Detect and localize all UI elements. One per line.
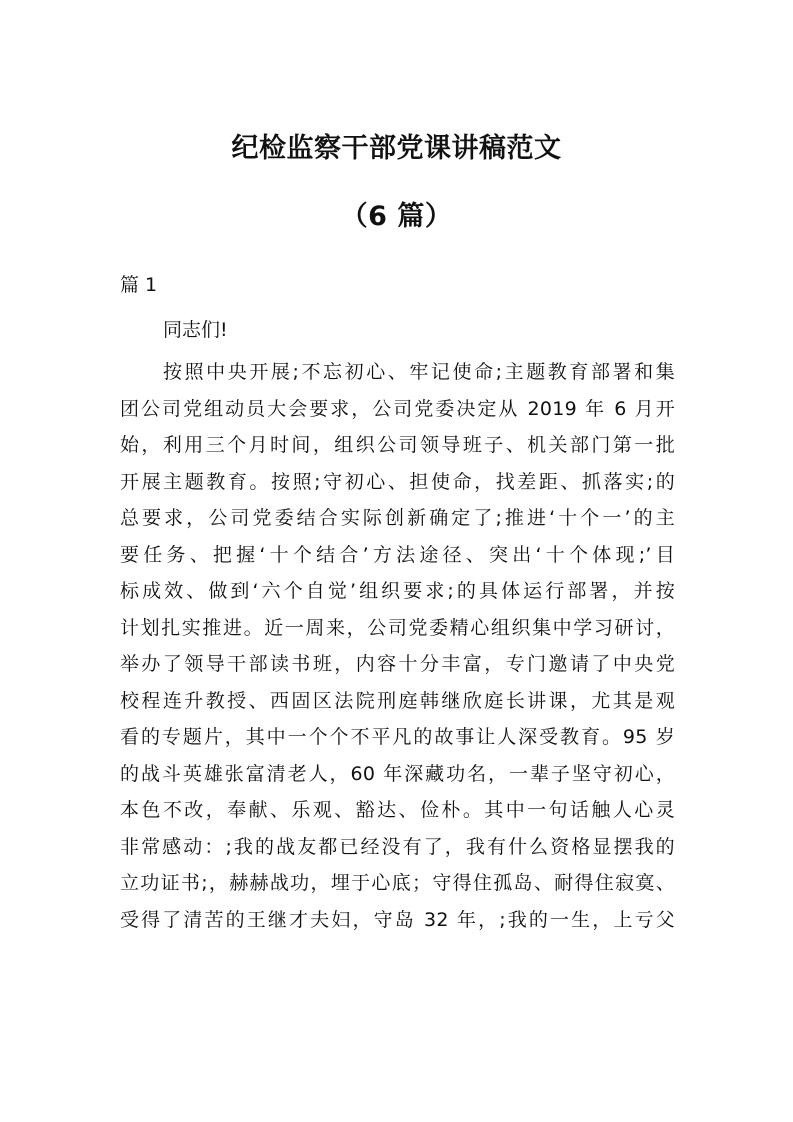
body-line: 团公司党组动员大会要求，公司党委决定从 2019 年 6 月开 [120, 397, 675, 420]
body-line: 校程连升教授、西固区法院刑庭韩继欣庭长讲课，尤其是观 [120, 689, 675, 712]
body-line: 看的专题片，其中一个个不平凡的故事让人深受教育。95 岁 [120, 726, 675, 748]
section-label: 篇 1 [120, 274, 158, 296]
body-line: 的战斗英雄张富清老人，60 年深藏功名，一辈子坚守初心， [120, 762, 675, 785]
body-line: 计划扎实推进。近一周来，公司党委精心组织集中学习研讨， [120, 616, 675, 639]
document-subtitle: （6 篇） [340, 201, 453, 232]
body-line: 本色不改，奉献、乐观、豁达、俭朴。其中一句话触人心灵 [120, 799, 675, 821]
body-line: 标成效、做到‘六个自觉’组织要求;的具体运行部署，并按 [120, 580, 675, 602]
body-paragraph [120, 354, 675, 938]
body-line: 非常感动：;我的战友都已经没有了，我有什么资格显摆我的 [120, 835, 675, 858]
body-line: 总要求，公司党委结合实际创新确定了;推进‘十个一’的主 [120, 507, 675, 529]
body-line: 开展主题教育。按照;守初心、担使命，找差距、抓落实;的 [120, 470, 675, 493]
body-line: 始，利用三个月时间，组织公司领导班子、机关部门第一批 [120, 434, 675, 456]
body-line: 按照中央开展;不忘初心、牢记使命;主题教育部署和集 [163, 361, 675, 383]
body-line: 要任务、把握‘十个结合’方法途径、突出‘十个体现;’目 [120, 543, 675, 566]
greeting: 同志们! [163, 319, 228, 341]
document-title: 纪检监察干部党课讲稿范文 [231, 133, 562, 164]
body-line: 举办了领导干部读书班，内容十分丰富，专门邀请了中央党 [120, 653, 675, 675]
body-line: 立功证书;，赫赫战功，埋于心底；守得住孤岛、耐得住寂寞、 [120, 872, 675, 894]
body-line: 受得了清苦的王继才夫妇，守岛 32 年，;我的一生，上亏父 [120, 908, 675, 931]
